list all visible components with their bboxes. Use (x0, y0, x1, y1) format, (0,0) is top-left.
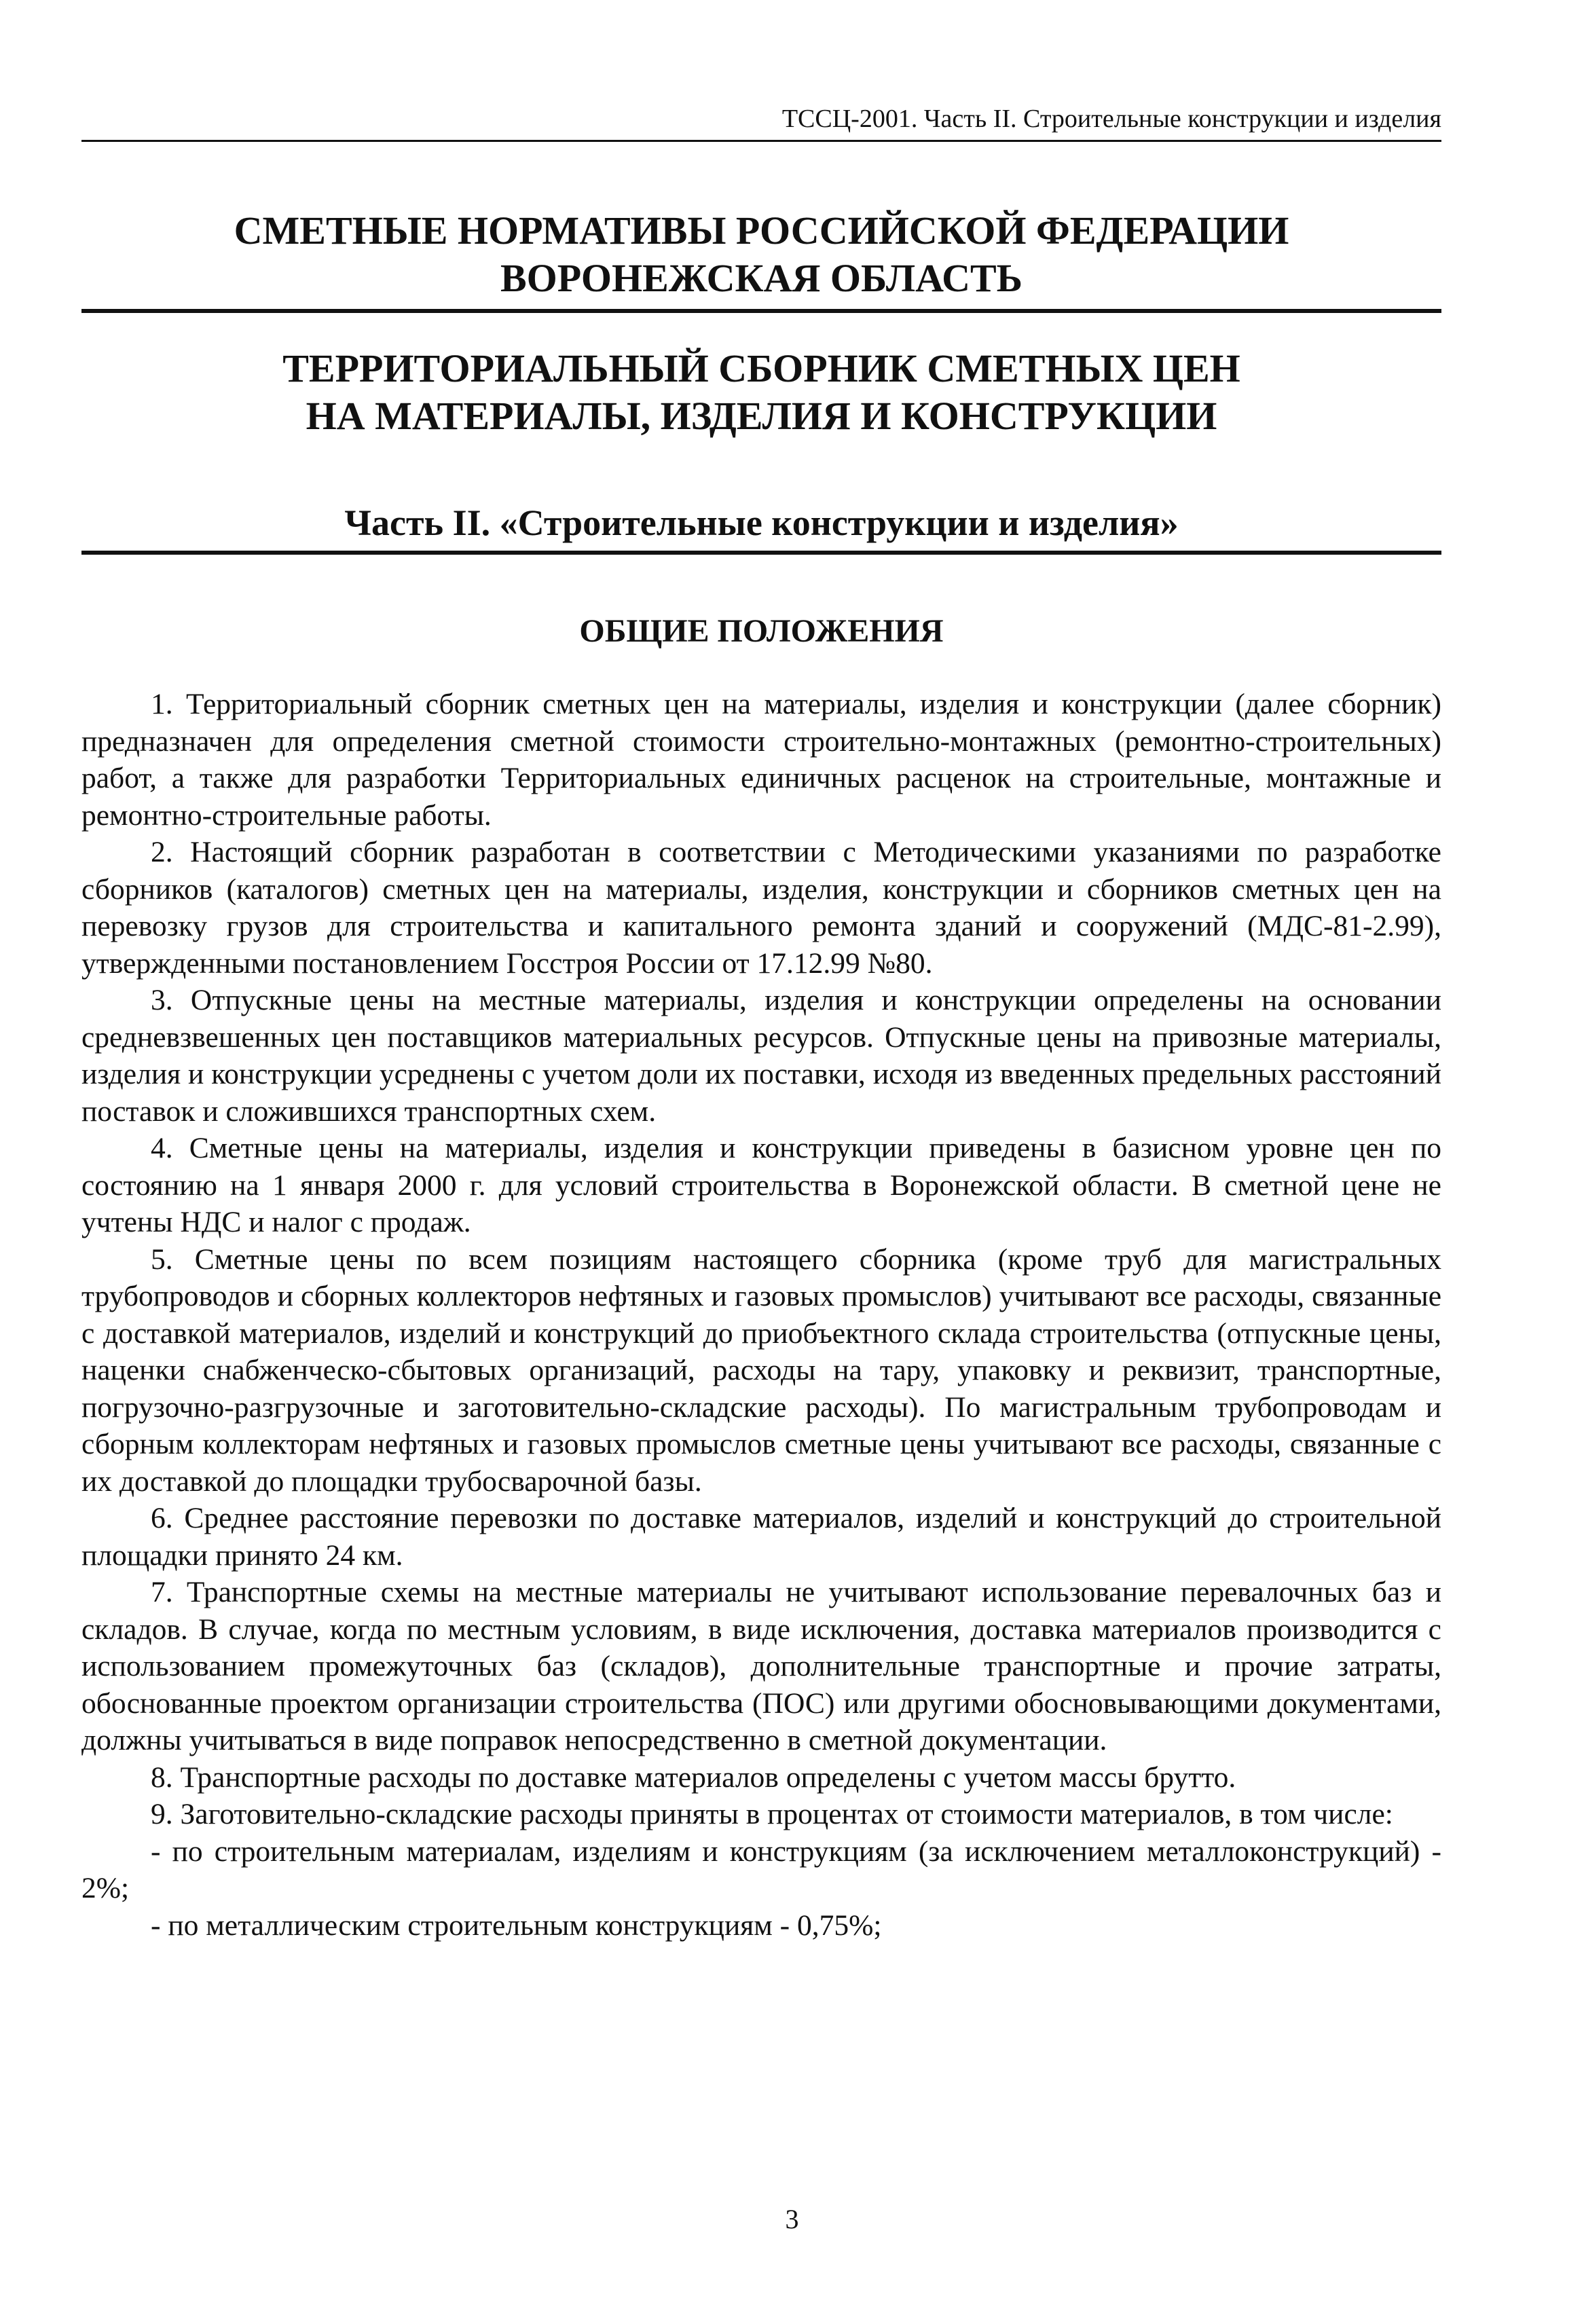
page-number: 3 (785, 2204, 799, 2234)
collection-title (81, 345, 1441, 440)
paragraph-3: 3. Отпускные цены на местные материалы, изделия и конструкции определены на основании средневзвешенных цен поставщиков материальных ресурсов. Отпускные цены на привозные материалы, изделия и конструкции усреднены с учетом доли их поставки, исходя из введенных предельных расстояний поставок и сложившихся транспортных схем. (81, 984, 1441, 1128)
part-title: Часть II. «Строительные конструкции и изделия» (81, 499, 1441, 555)
running-header: ТССЦ-2001. Часть II. Строительные конструкции и изделия (81, 102, 1441, 142)
paragraph-6: 6. Среднее расстояние перевозки по доставке материалов, изделий и конструкций до строительной площадки принято 24 км. (81, 1502, 1441, 1572)
list-item-2: - по металлическим строительным конструкциям - 0,75%; (151, 1908, 882, 1942)
paragraph-7: 7. Транспортные схемы на местные материалы не учитывают использование перевалочных баз и складов. В случае, когда по местным условиям, в виде исключения, доставка материалов производится с использованием промежуточных баз (складов), дополнительные транспортные и прочие затраты, обоснованные проектом организации строительства (ПОС) или другими обосновывающими документами, должны учитываться в виде поправок непосредственно в сметной документации. (81, 1576, 1441, 1756)
paragraph-9: 9. Заготовительно-складские расходы приняты в процентах от стоимости материалов, в том числе: (151, 1798, 1393, 1830)
paragraph-2: 2. Настоящий сборник разработан в соответствии с Методическими указаниями по разработке сборников (каталогов) сметных цен на материалы, изделия, конструкции и сборников сметных цен на перевозку грузов для строительства и капитального ремонта зданий и сооружений (МДС-81-2.99), утвержденными постановлением Госстроя России от 17.12.99 №80. (81, 836, 1441, 980)
collection-title-line-2: НА МАТЕРИАЛЫ, ИЗДЕЛИЯ И КОНСТРУКЦИИ (306, 394, 1217, 438)
paragraph-4: 4. Сметные цены на материалы, изделия и конструкции приведены в базисном уровне цен по состоянию на 1 января 2000 г. для условий строительства в Воронежской области. В сметной цене не учтены НДС и налог с продаж. (81, 1132, 1441, 1238)
collection-title-line-1: ТЕРРИТОРИАЛЬНЫЙ СБОРНИК СМЕТНЫХ ЦЕН (282, 346, 1240, 390)
main-title-line-2: ВОРОНЕЖСКАЯ ОБЛАСТЬ (500, 256, 1023, 300)
paragraph-8: 8. Транспортные расходы по доставке материалов определены с учетом массы брутто. (151, 1760, 1236, 1794)
main-title (81, 207, 1441, 313)
list-item-1: - по строительным материалам, изделиям и конструкциям (за исключением металлоконструкций) - 2%; (81, 1834, 1441, 1904)
main-title-line-1: СМЕТНЫЕ НОРМАТИВЫ РОССИЙСКОЙ ФЕДЕРАЦИИ (234, 208, 1289, 253)
body-text (81, 686, 1441, 1944)
paragraph-5: 5. Сметные цены по всем позициям настоящего сборника (кроме труб для магистральных трубопроводов и сборных коллекторов нефтяных и газовых промыслов) учитывают все расходы, связанные с доставкой материалов, изделий и конструкций до приобъектного склада строительства (отпускные цены, наценки снабженческо-сбытовых организаций, расходы на тару, упаковку и реквизит, транспортные, погрузочно-разгрузочные и заготовительно-складские расходы). По магистральным трубопроводам и сборным коллекторам нефтяных и газовых промыслов сметные цены учитывают все расходы, связанные с их доставкой до площадки трубосварочной базы. (81, 1242, 1441, 1498)
section-heading: ОБЩИЕ ПОЛОЖЕНИЯ (579, 613, 944, 649)
paragraph-1: 1. Территориальный сборник сметных цен на материалы, изделия и конструкции (далее сборник) предназначен для определения сметной стоимости строительно-монтажных (ремонтно-строительных) работ, а также для разработки Территориальных единичных расценок на строительные, монтажные и ремонтно-строительные работы. (81, 688, 1441, 832)
